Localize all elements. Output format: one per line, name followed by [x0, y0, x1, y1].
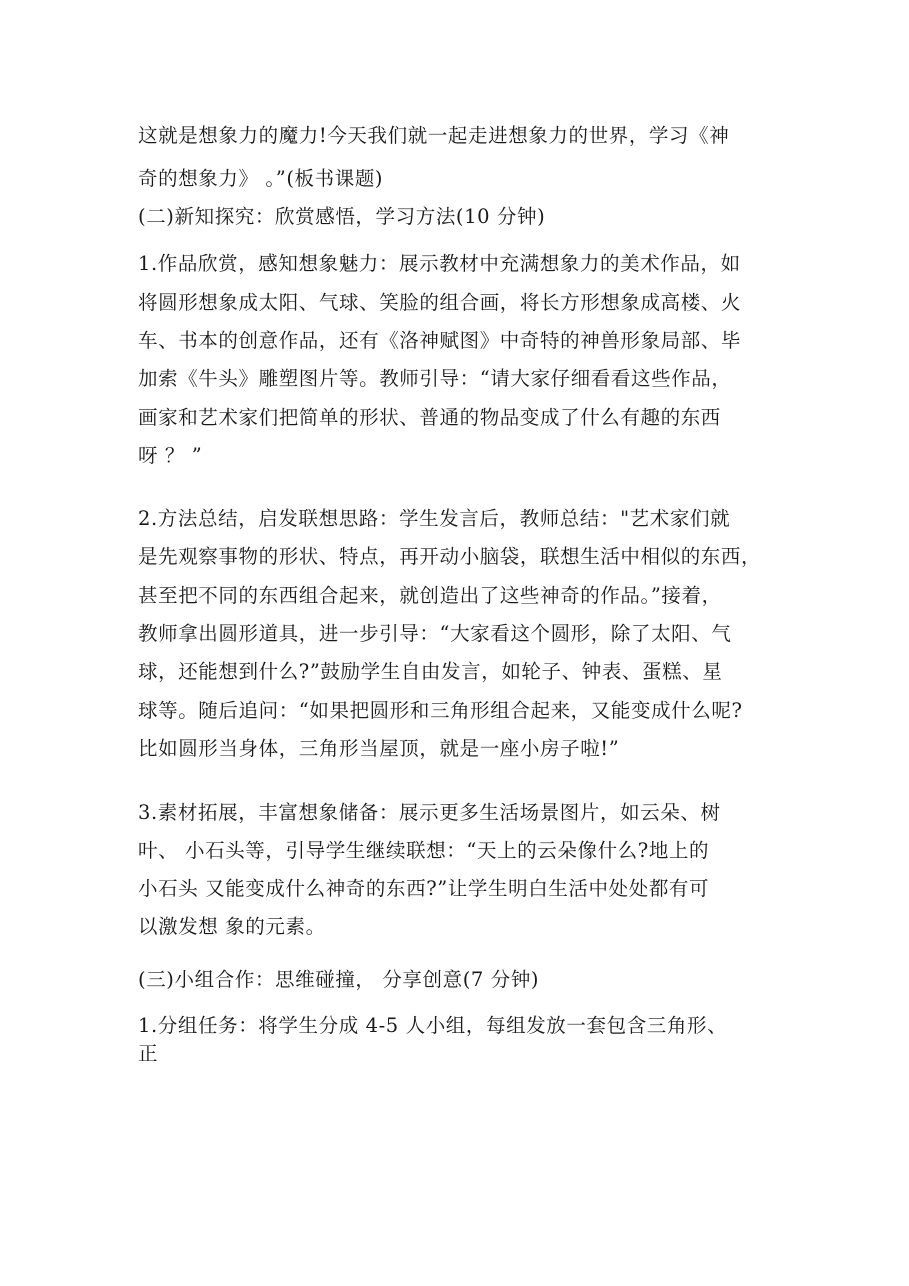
text-line: 加索《牛头》雕塑图片等。教师引导：“请大家仔细看看这些作品， — [138, 367, 732, 390]
text-line: 1.分组任务：将学生分成 4-5 人小组，每组发放一套包含三角形、 — [138, 1014, 728, 1037]
text-line: 奇的想象力》 。”(板书课题) — [138, 167, 384, 190]
text-line: 将圆形想象成太阳、气球、笑脸的组合画，将长方形想象成高楼、火 — [138, 291, 742, 314]
text-line: 3.素材拓展，丰富想象储备：展示更多生活场景图片，如云朵、树 — [138, 801, 721, 824]
section-heading: (二)新知探究：欣赏感悟，学习方法(10 分钟) — [138, 205, 546, 228]
section-heading: (三)小组合作：思维碰撞， 分享创意(7 分钟) — [138, 968, 540, 991]
text-line: 教师拿出圆形道具，进一步引导：“大家看这个圆形，除了太阳、气 — [138, 622, 732, 645]
text-line: 甚至把不同的东西组合起来，就创造出了这些神奇的作品。”接着， — [138, 584, 722, 607]
text-line: 小石头 又能变成什么神奇的东西?”让学生明白生活中处处都有可 — [138, 877, 710, 900]
text-line: 比如圆形当身体，三角形当屋顶，就是一座小房子啦!” — [138, 737, 620, 760]
text-line: 是先观察事物的形状、特点，再开动小脑袋，联想生活中相似的东西， — [138, 545, 762, 568]
text-line: 车、书本的创意作品，还有《洛神赋图》中奇特的神兽形象局部、毕 — [138, 329, 742, 352]
text-line: 2.方法总结，启发联想思路：学生发言后，教师总结："艺术家们就 — [138, 507, 731, 530]
text-line: 球等。随后追问：“如果把圆形和三角形组合起来，又能变成什么呢? — [138, 699, 743, 722]
text-line: 叶、 小石头等，引导学生继续联想：“天上的云朵像什么?地上的 — [138, 839, 710, 862]
text-line: 呀 ？ ” — [138, 444, 203, 467]
text-line: 画家和艺术家们把简单的形状、普通的物品变成了什么有趣的东西 — [138, 406, 721, 429]
text-line: 球，还能想到什么?”鼓励学生自由发言，如轮子、钟表、蛋糕、星 — [138, 660, 723, 683]
text-line: 这就是想象力的魔力!今天我们就一起走进想象力的世界，学习《神 — [138, 124, 730, 147]
text-line: 正 — [138, 1042, 159, 1065]
text-line: 1.作品欣赏，感知想象魅力：展示教材中充满想象力的美术作品，如 — [138, 252, 741, 275]
text-line: 以激发想 象的元素。 — [138, 915, 326, 938]
